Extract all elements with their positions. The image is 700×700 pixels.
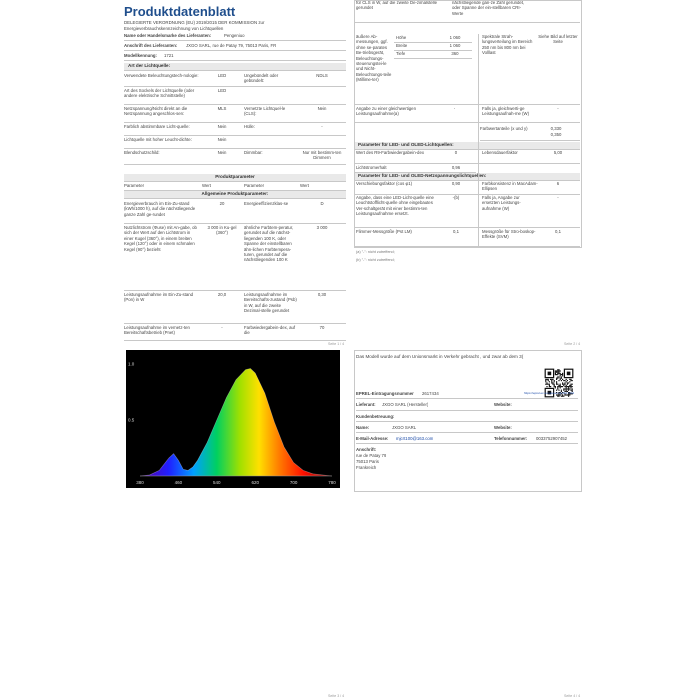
cosphi-label: Verschiebungsfaktor (cos φ1) [356,181,413,186]
page-1 [120,0,350,346]
top-right-text: nächstliegende gan-ze Zahl gerundet, oder Spanne der ein-stellbaren CRI-Werte [452,0,525,16]
email-link[interactable]: mjcrt100@163.com [396,436,434,441]
page-title: Produktdatenblatt [124,4,236,19]
address-label: Anschrift: [356,447,377,452]
param-value: 3 000 in Ku-gel (360°) [207,225,237,236]
param-label: Leistungsaufnahme im Ein-Zu-stand (Pon) in W [124,292,194,303]
x-tick-label: 780 [328,480,336,485]
flicker-label: Flimmer-Messgröße (Pst LM) [356,229,412,234]
supplier-address-row [124,42,346,51]
replacement-right-value: - [557,195,559,200]
param-value: 20 [219,201,225,206]
param-value: LED [217,88,227,93]
table-row [124,224,346,291]
footnote-b: (b) "-": nicht zutreffend; [356,258,395,262]
spectral-label: Spektrale Strah-lungsverteilung im Bereich 250 nm bis 800 nm bei Volllast [482,34,533,56]
contact-name-row [356,423,578,433]
email-row [356,434,578,444]
type-section-header: Art der Lichtquelle: [124,63,346,71]
supplier-name-label: Name oder Handelsmarke des Lieferanten: [124,33,212,38]
dimension-value: 360 [451,51,459,56]
param-value: LED [217,73,227,78]
supplier-address-label: Anschrift des Lieferanten: [124,43,178,48]
param-label: Hülle: [244,124,255,129]
maintenance-value: 0,96 [451,165,461,170]
page-spectrum [120,348,350,700]
table-row [124,291,346,324]
param-label: Leistungsaufnahme im vernetz-ten Bereitschaftsbetrieb (Pnet) [124,325,190,336]
param-label: Blendschutzschild: [124,150,160,155]
equivalent-right-label: Falls ja, gleichwerti-ge Leistungsaufnah-me (W) [482,106,530,117]
address-line: rue de Patay 79 [356,453,387,458]
supplier-name-value: Pengeniuo [224,33,245,38]
param-value: Nein [317,106,327,111]
param-header-row [124,182,346,191]
table-row [124,324,346,341]
eprel-value: 2617434 [422,391,439,396]
param-value: 70 [319,325,325,330]
stroboscopic-label: Messgröße für Stro-boskop-Effekte (SVM) [482,229,536,240]
page-number: Seite 1 / 4 [328,342,345,346]
table-row [124,149,346,165]
supplier-row [356,400,578,411]
supplier-label: Lieferant: [356,402,376,407]
led-section-header: Parameter für LED- und OLED-Lichtquellen: [354,142,580,150]
chromaticity-label: Farbwertanteile (x und y) [480,126,528,131]
replacement-label: Angabe, dass eine LED-Licht-quelle eine Leuchtstofflicht-quelle ohne eingebautes Ver-schaltgerät mit einer bestimm-ten Leistungsaufnahme ersetzt. [356,195,434,217]
dimension-name: Breite [396,43,408,48]
macadam-label: Farbkonsistenz in MacAdam-Ellipsen [482,181,538,192]
contact-name-value: JXGO SARL [392,425,417,430]
dimension-value: 1 060 [449,35,461,40]
maintenance-label: Lichtstromerhalt [356,165,387,170]
param-label: Netzspannung/Nicht direkt an die Netzspannung angeschlos-sen: [124,106,188,117]
equivalent-label: Angabe zu einer gleichwertigen Leistungsaufnahme(a) [356,106,416,117]
dimensions-label: äußere Ab-messungen, ggf. ohne se-parates Be-triebsgerät, Beleuchtungs-steuerungstei-le und Nicht-Beleuchtungs-teile (Millime-ter) [356,34,392,83]
dimension-value: 1 060 [449,43,461,48]
param-label: Farblich abstimmbare Licht-quelle: [124,124,190,129]
equivalent-right-value: - [557,106,559,111]
general-params-title: Allgemeine Produktparameter: [124,191,346,199]
table-row [124,123,346,136]
param-col-header-2: Parameter [244,183,265,188]
param-value: 20,0 [217,292,227,297]
param-value: NDLS [316,73,328,78]
param-label: Farbwiedergabein-dex, auf die [244,325,296,336]
model-value: 1721 [164,53,174,58]
page-number: Seite 2 / 4 [564,342,581,346]
table-row [124,72,346,87]
model-row [124,52,346,61]
stroboscopic-value: 0,1 [555,229,561,234]
customer-service-label: Kundenbetreuung: [356,414,395,419]
value-col-header-1: Wert [202,183,211,188]
param-value: - [221,325,223,330]
x-tick-label: 460 [174,480,183,485]
param-label: Energieverbrauch im Ein-Zu-stand (kWh/1000 h), auf die nächstliegende ganze Zahl ge-rundet [124,201,196,217]
param-value: Nein [217,124,227,129]
flicker-value: 0,1 [453,229,459,234]
table-frame [354,0,582,248]
top-left-text: für CLS in W, auf die zweite De-zimalstelle gerundet [356,0,437,11]
replacement-right-label: Falls ja, Angabe zur ersetzten Leistungs-aufnahme (W) [482,195,521,211]
page-number: Seite 4 / 4 [564,694,581,698]
cosphi-value: 0,90 [451,181,461,186]
param-label: ähnliche Farbtem-peratur, gerundet auf die nächst-liegenden 100 K, oder Spanne der einstellbaren ähn-lichen Farbtempera-turen, gerundet auf die nächstliegenden 100 K [244,225,294,263]
param-value: Nein [217,137,227,142]
phone-value: 0033752907452 [536,436,568,441]
supplier-website-label: Website: [494,402,512,407]
page-2 [352,0,582,346]
value-col-header-2: Wert [300,183,309,188]
param-label: Nutzlichtstrom (Φuse) mit An-gabe, ob sich der Wert auf den Lichtstrom in einer Kugel (360°), in einem breiten Kegel (120°) oder in einem schmalen Kegel (90°) bezieht [124,225,197,252]
address-line: 75013 Paris [356,459,379,464]
table-row [124,136,346,149]
x-tick-label: 700 [289,480,298,485]
page-number: Seite 3 / 4 [328,694,345,698]
life-value: 5,00 [553,150,563,155]
macadam-value: 6 [556,181,560,186]
param-label: Art des Sockels der Lichtquelle (oder andere elektrische Schnittstelle) [124,88,195,99]
param-label: Leistungsaufnahme im Bereitschafts-zustand (Psb) in W, auf die zweite Dezimal-stelle gerundet [244,292,297,314]
contact-name-label: Name: [356,425,370,430]
y-tick-label: 1.0 [128,361,135,367]
phone-label: Telefonnummer: [494,436,528,441]
param-label: Dimmbar: [244,150,263,155]
chromaticity-x: 0,330 [550,126,562,131]
dimension-name: Höhe [396,35,407,40]
param-label: Lichtquelle mit hoher Leucht-dichte: [124,137,192,142]
equivalent-value: - [454,106,456,111]
param-label: Vernetzte Lichtquel-le (CLS): [244,106,286,117]
email-label: E-Mail-Adresse: [356,436,389,441]
product-params-title: Produktparameter [124,174,346,182]
param-value: Nur mit bestimm-ten Dimmern [302,150,342,161]
chromaticity-y: 0,350 [550,132,562,137]
param-label: Ungebündelt oder gebündelt: [244,73,279,84]
replacement-value: -(b) [452,195,460,200]
table-row [124,105,346,123]
customer-service-row [356,412,578,422]
page-registration [352,348,582,700]
y-tick-label: 0.5 [128,417,135,423]
supplier-address-value: JXGO SARL, rue de Patay 79, 75013 Paris, FR [186,43,277,48]
footnote-a: (a) "-": nicht zutreffend; [356,250,395,254]
x-tick-label: 380 [136,480,144,485]
param-value: 0,30 [317,292,327,297]
address-line: Frankreich [356,465,377,470]
r9-value: 0 [454,150,458,155]
market-notice: Das Modell wurde auf dem Unionsmarkt in Verkehr gebracht , und zwar ab dem 3( [356,354,524,359]
param-value: Nein [217,150,227,155]
param-value: MLS [217,106,227,111]
x-tick-label: 540 [213,480,221,485]
regulation-text: DELEGIERTE VERORDNUNG (EU) 2019/2015 DER KOMMISSION zur Energieverbrauchskennzeichnung von Lichtquellen [124,20,265,31]
contact-website-label: Website: [494,425,512,430]
mains-section-header: Parameter für LED- und OLED-Netzspannungslichtquellen: [354,173,580,181]
supplier-value: JXGO SARL (Hersteller) [382,402,429,407]
spectral-value: Siehe Bild auf letzter Seite [538,34,578,45]
param-value: D [320,201,324,206]
spectrum-chart [126,350,340,488]
param-col-header-1: Parameter [124,183,145,188]
param-label: Verwendete Beleuchtungstech-nologie: [124,73,199,78]
eprel-row [356,390,578,399]
param-value: 3 000 [316,225,328,230]
r9-label: Wert des R9-Farbwiedergabein-dex [356,150,424,155]
dimension-name: Tiefe [396,51,406,56]
table-row [124,87,346,105]
table-row [124,200,346,224]
eprel-label: EPREL-Eintragungsnummer [356,391,414,396]
eprel-url[interactable]: https://eprel.ec.europa.eu/qr/2617434 [524,391,575,395]
param-value: - [321,124,323,129]
supplier-name-row [124,32,346,41]
model-label: Modellkennung: [124,53,157,58]
x-tick-label: 620 [251,480,259,485]
life-label: Lebensdauerfaktor [482,150,518,155]
param-label: Energieeffizienzklas-se [244,201,289,206]
